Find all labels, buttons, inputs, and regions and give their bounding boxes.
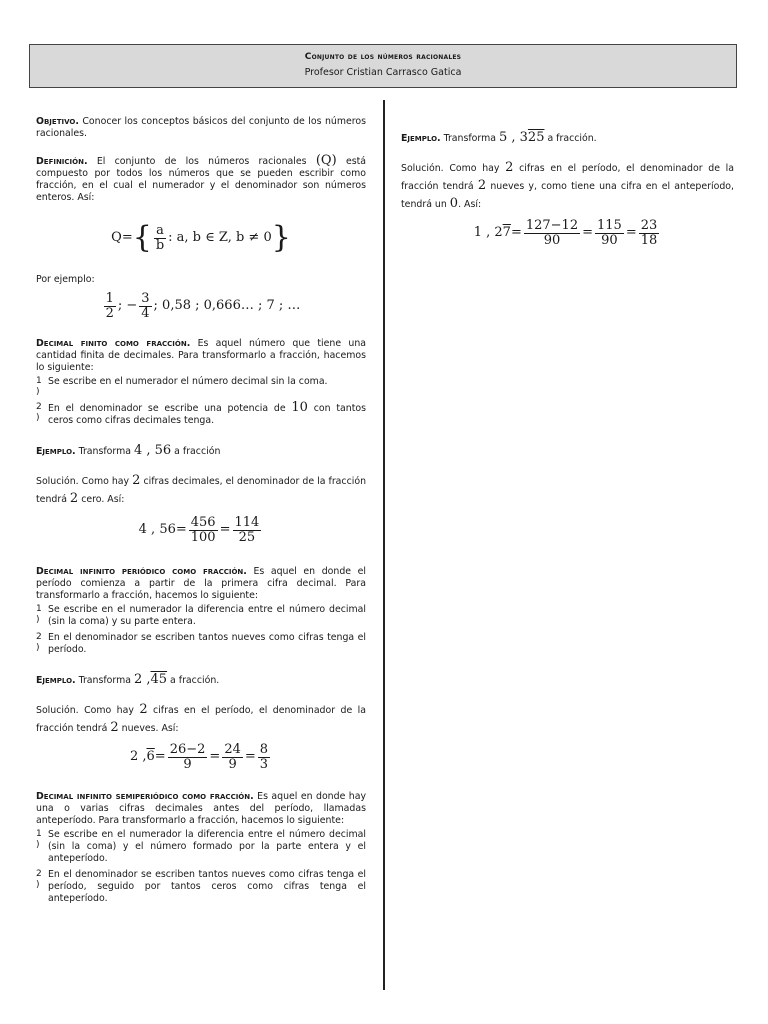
- number-period: 25: [527, 130, 545, 145]
- left-column: [36, 116, 366, 905]
- ejemplo-post: a fracción.: [170, 675, 220, 686]
- example-f2-den: 4: [141, 305, 150, 321]
- example-separator: ; −: [117, 298, 138, 313]
- solucion-number: 2: [505, 160, 514, 175]
- finito-text: Es aquel número que tiene una cantidad finita de decimales. Para transformarlo a fracción, hacemos lo siguiente:: [36, 338, 367, 373]
- periodico-label: Decimal infinito periódico como fracción.: [36, 566, 247, 577]
- eq-fraction: [595, 219, 624, 248]
- eq-sign: =: [154, 749, 166, 764]
- number-period: 45: [150, 672, 168, 687]
- ejemplo-label: Ejemplo.: [36, 675, 76, 686]
- semiperiodico-text: Es aquel en donde hay una o varias cifras decimales antes del período, llamadas anteperíodo. Para transformarlo a fracción, hacemos lo siguiente:: [36, 791, 367, 826]
- semiperiodico-paragraph: [36, 791, 366, 827]
- list-marker: 2 ): [36, 869, 48, 905]
- solucion-text: cifras en el período, el denominador de la fracción tendrá: [401, 163, 735, 192]
- example-rest: ; 0,58 ; 0,666… ; 7 ; …: [153, 298, 301, 313]
- ejemplo1-paragraph: [36, 445, 366, 458]
- eq-den: 25: [238, 529, 256, 545]
- example-f2-num: 3: [141, 290, 150, 306]
- eq-num: 24: [224, 741, 241, 757]
- solucion-number: 2: [110, 720, 119, 735]
- eq-lhs: 4 , 56=: [138, 522, 187, 537]
- eq-sign: =: [510, 225, 522, 240]
- eq-den: 9: [183, 756, 192, 772]
- ejemplo-label: Ejemplo.: [36, 446, 76, 457]
- eq-fraction: [258, 743, 270, 772]
- eq-lhs-period: 6: [146, 749, 155, 764]
- solucion3-paragraph: [401, 159, 734, 213]
- document-title: Conjunto de los números racionales: [304, 52, 462, 62]
- eq-num: 456: [190, 514, 216, 530]
- left-brace: {: [132, 220, 152, 255]
- power-of-ten: 10: [291, 400, 308, 415]
- eq-num: 114: [234, 514, 260, 530]
- solucion-number: 2: [69, 491, 79, 506]
- set-fraction-den: b: [155, 237, 165, 253]
- solucion-number: 2: [132, 473, 141, 488]
- equation-1-27: [401, 215, 734, 251]
- por-ejemplo-label: Por ejemplo:: [36, 274, 95, 285]
- eq-lhs-int: 1 , 2: [473, 225, 503, 240]
- list-item: [36, 376, 366, 398]
- eq-den: 3: [259, 756, 269, 772]
- solucion-number: 0: [449, 196, 459, 211]
- eq-sign: =: [219, 522, 231, 537]
- list-text: Se escribe en el numerador la diferencia entre el número decimal (sin la coma) y su parte entera.: [48, 604, 366, 627]
- eq-den: 90: [543, 232, 561, 248]
- list-item: [36, 402, 366, 427]
- ejemplo3-paragraph: [401, 132, 734, 145]
- set-lhs: Q=: [111, 230, 133, 245]
- ejemplo-post: a fracción.: [547, 133, 597, 144]
- list-item: [36, 632, 366, 656]
- list-text-pre: Se escribe en el numerador el número decimal sin la coma.: [48, 376, 328, 387]
- definicion-text-pre: El conjunto de los números racionales: [96, 156, 307, 167]
- list-number: 2: [36, 869, 42, 879]
- set-fraction-num: a: [156, 222, 164, 238]
- eq-fraction: [168, 743, 208, 772]
- equation-2-6: [36, 739, 366, 775]
- ejemplo-label: Ejemplo.: [401, 133, 441, 144]
- list-text: En el denominador se escriben tantos nueves como cifras tenga el período.: [48, 632, 366, 655]
- list-text: Se escribe en el numerador la diferencia entre el número decimal (sin la coma) y el número formado por la parte entera y el anteperíodo.: [48, 829, 366, 864]
- list-marker: 1 ): [36, 376, 48, 398]
- finito-paragraph: [36, 338, 366, 374]
- eq-sign: =: [244, 749, 256, 764]
- eq-num: 127−12: [525, 217, 579, 233]
- solucion-text: Solución. Como hay: [36, 476, 130, 487]
- eq-num: 26−2: [169, 741, 206, 757]
- right-brace: }: [271, 220, 291, 255]
- eq-den: 9: [228, 756, 237, 772]
- solucion-text: cero. Así:: [81, 494, 125, 505]
- eq-num: 8: [259, 741, 269, 757]
- solucion2-paragraph: [36, 701, 366, 737]
- number-integer: 2 ,: [133, 672, 151, 687]
- list-number: 2: [36, 632, 42, 642]
- solucion-text: Solución. Como hay: [401, 163, 500, 174]
- ejemplo-pre: Transforma: [78, 675, 131, 686]
- list-marker: 2 ): [36, 632, 48, 656]
- periodico-text: Es aquel en donde el período comienza a partir de la primera cifra decimal. Para transformarlo a fracción, hacemos lo siguiente:: [36, 566, 367, 601]
- eq-num: 115: [597, 217, 622, 233]
- ejemplo-number: [499, 130, 545, 145]
- solucion-text: Solución. Como hay: [36, 705, 134, 716]
- eq-sign: =: [209, 749, 221, 764]
- number-integer: 5 , 3: [498, 130, 528, 145]
- eq-sign: =: [625, 225, 637, 240]
- objetivo-label: Objetivo.: [36, 116, 79, 127]
- list-marker: 2 ): [36, 402, 48, 427]
- finito-label: Decimal finito como fracción.: [36, 338, 191, 349]
- solucion-text: cifras en el período, el denominador de la fracción tendrá: [36, 705, 367, 734]
- list-item: [36, 604, 366, 628]
- eq-lhs: [474, 227, 511, 239]
- example-f1-den: 2: [105, 305, 114, 321]
- ejemplo2-paragraph: [36, 674, 366, 687]
- ejemplo-post: a fracción: [174, 446, 221, 457]
- eq-sign: =: [582, 225, 593, 240]
- eq-den: 100: [190, 529, 216, 545]
- solucion-text: nueves. Así:: [121, 723, 179, 734]
- semiperiodico-label: Decimal infinito semiperiódico como fracción.: [36, 791, 254, 802]
- list-number: 2: [36, 402, 42, 412]
- eq-fraction: [189, 516, 218, 545]
- definicion-text-post: está compuesto por todos los números que se pueden escribir como fracción, en el cual el numerador y el denominador son números enteros. Así:: [36, 156, 367, 203]
- list-text-post: con tantos ceros como cifras decimales tenga.: [48, 403, 366, 426]
- eq-den: 90: [601, 232, 618, 248]
- eq-num: 23: [640, 217, 658, 233]
- list-text: [48, 376, 366, 398]
- ejemplo-pre: Transforma: [78, 446, 131, 457]
- eq-lhs: [130, 751, 155, 763]
- eq-fraction: [639, 219, 660, 248]
- solucion-number: 2: [139, 702, 148, 717]
- eq-lhs-period: 7: [502, 225, 511, 240]
- list-marker: 1 ): [36, 604, 48, 628]
- list-text: En el denominador se escriben tantos nueves como cifras tenga el período, seguido por tantos ceros como cifras tenga el anteperíodo.: [48, 869, 366, 904]
- column-divider: [383, 100, 385, 990]
- solucion-text: . Así:: [458, 199, 482, 210]
- solucion1-paragraph: [36, 472, 366, 508]
- list-item: [36, 869, 366, 905]
- eq-fraction: [222, 743, 243, 772]
- set-definition-equation: [36, 218, 366, 258]
- list-number: 1: [36, 829, 42, 839]
- eq-fraction: [524, 219, 580, 248]
- eq-lhs-int: 2 ,: [129, 749, 147, 764]
- document-author: Profesor Cristian Carrasco Gatica: [304, 67, 462, 78]
- solucion-text: cifras decimales, el denominador de la fracción tendrá: [36, 476, 367, 505]
- list-text: [48, 402, 366, 427]
- ejemplo-pre: Transforma: [443, 133, 496, 144]
- list-text-pre: En el denominador se escribe una potencia de: [48, 403, 286, 414]
- list-item: [36, 829, 366, 865]
- equation-4-56: [36, 512, 366, 548]
- objetivo-paragraph: [36, 116, 366, 140]
- example-fraction-three-quarters: [139, 292, 151, 321]
- list-marker: 1 ): [36, 829, 48, 865]
- periodico-paragraph: [36, 566, 366, 602]
- eq-den: 18: [640, 232, 658, 248]
- list-number: 1: [36, 604, 42, 614]
- solucion-number: 2: [477, 178, 487, 193]
- solucion-text: nueves y, como tiene una cifra en el anteperíodo, tendrá un: [401, 181, 734, 210]
- definicion-paragraph: [36, 155, 366, 204]
- right-column: [401, 132, 734, 251]
- example-fraction-half: [104, 292, 116, 321]
- example-f1-num: 1: [105, 290, 114, 306]
- set-fraction: [154, 224, 166, 253]
- objetivo-text: Conocer los conceptos básicos del conjunto de los números racionales.: [36, 116, 367, 139]
- rational-examples: [36, 288, 366, 324]
- set-condition: : a, b ∈ Z, b ≠ 0: [168, 230, 272, 245]
- definicion-label: Definición.: [36, 156, 88, 167]
- list-number: 1: [36, 376, 42, 386]
- rationals-symbol: (Q): [315, 153, 337, 168]
- document-header: [29, 44, 737, 88]
- ejemplo-number: [134, 672, 167, 687]
- eq-fraction: [233, 516, 262, 545]
- ejemplo-number: 4 , 56: [133, 443, 172, 458]
